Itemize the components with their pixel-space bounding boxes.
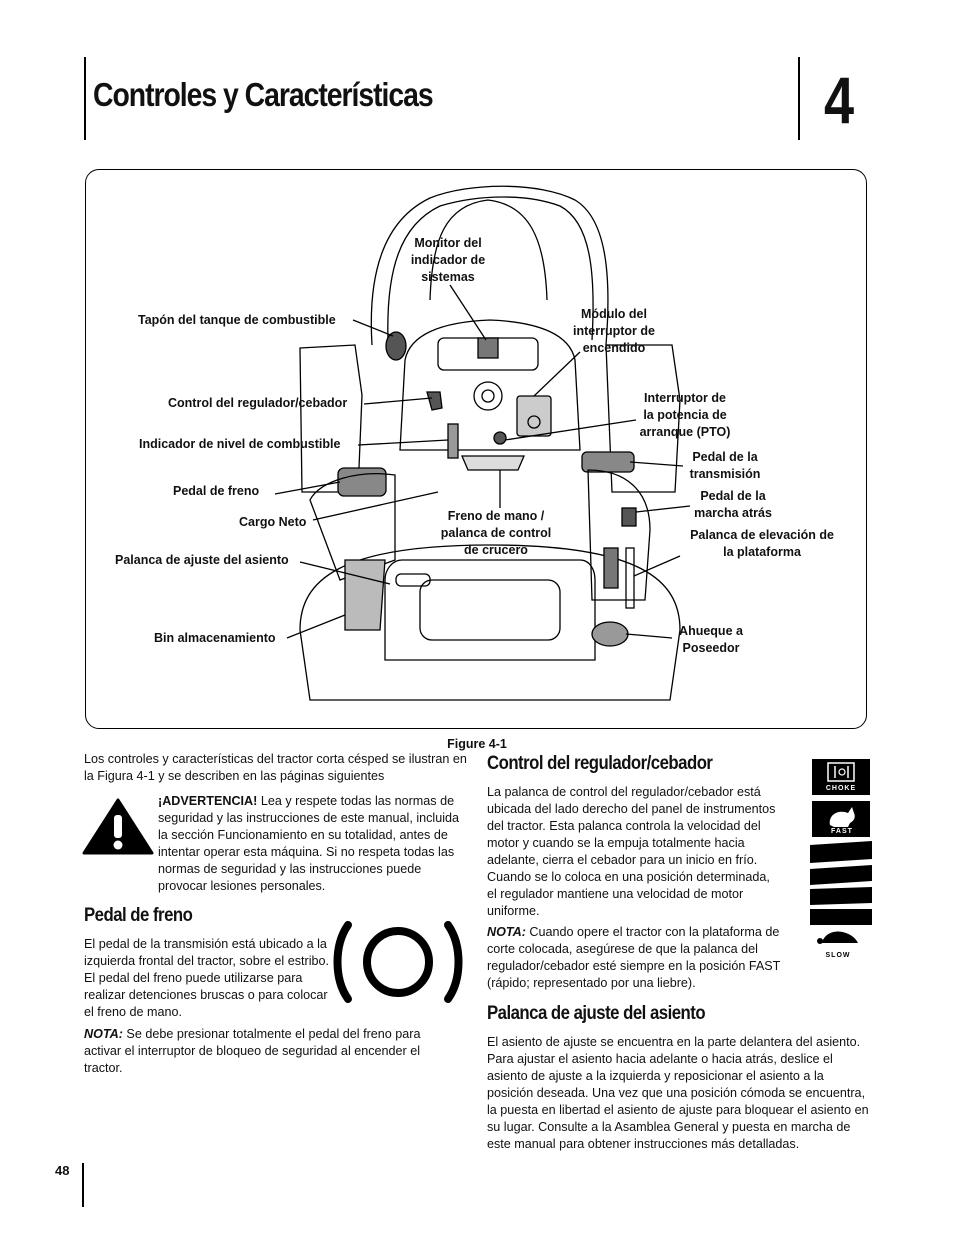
page-number: 48: [55, 1163, 70, 1178]
warning-body: Lea y respete todas las normas de seguridad y las instrucciones de este manual, incluida la sección Funcionamiento en su totalidad, antes de intentar operar esta máquina. Si no respeta todas las normas de seguridad y las instrucciones puede provocar lesiones personales.: [158, 794, 460, 893]
label-monitor: Monitor del indicador de sistemas: [410, 236, 486, 284]
warning-text: [158, 793, 470, 895]
label-reverse-pedal: Pedal de la marcha atrás: [694, 489, 772, 520]
label-cup-holder: Ahueque a Poseedor: [679, 624, 743, 655]
brake-text: El pedal de la transmisión está ubicado a la izquierda frontal del tractor, sobre el estribo. El pedal del freno puede utilizarse para realizar detenciones bruscas o para colocar el freno de mano.: [84, 937, 330, 1019]
intro-text: Los controles y características del tractor corta césped se ilustran en la Figura 4-1 y se describen en las páginas siguientes: [84, 752, 467, 783]
brake-pedal-icon: [332, 917, 466, 1007]
label-parking-brake: Freno de mano / palanca de control de crucero: [440, 509, 552, 557]
label-cargo: Cargo Neto: [239, 515, 307, 529]
label-drive-pedal: Pedal de la transmisión: [689, 450, 761, 481]
seat-heading: Palanca de ajuste del asiento: [487, 1002, 706, 1024]
label-fuel-cap: Tapón del tanque de combustible: [138, 313, 336, 327]
label-throttle: Control del regulador/cebador: [168, 396, 348, 410]
label-fuel-gauge: Indicador de nivel de combustible: [139, 437, 341, 451]
figure-caption: Figure 4-1: [447, 737, 507, 751]
label-brake-pedal: Pedal de freno: [173, 484, 260, 498]
label-ignition: Módulo del interruptor de encendido: [573, 307, 655, 355]
footer-rule: [82, 1163, 84, 1207]
page-title: Controles y Características: [93, 76, 433, 113]
label-deck-lift: Palanca de elevación de la plataforma: [690, 528, 834, 559]
brake-heading: Pedal de freno: [84, 904, 193, 926]
throttle-heading: Control del regulador/cebador: [487, 752, 713, 774]
label-pto: Interruptor de la potencia de arranque (PTO): [639, 391, 731, 439]
warning-icon: [82, 797, 154, 855]
warning-label: ¡ADVERTENCIA!: [158, 794, 258, 808]
label-storage: Bin almacenamiento: [154, 631, 276, 645]
throttle-note: [487, 924, 799, 992]
brake-note: [84, 1026, 456, 1077]
slow-label: SLOW: [825, 952, 851, 959]
chapter-number: 4: [824, 63, 855, 137]
choke-label: CHOKE: [825, 785, 857, 792]
seat-text: El asiento de ajuste se encuentra en la parte delantera del asiento. Para ajustar el asiento hacia adelante o hacia atrás, deslice el asiento de ajuste a la izquierda y reposicionar el asiento a la posición deseada. Una vez que una posición cómoda se encuentra, la puesta en libertad el asiento de ajuste para bloquear el asiento en su lugar. Consulte a la Asamblea General y puesta en marcha de este manual para obtener instrucciones más detalladas.: [487, 1035, 869, 1151]
brake-note-text: Se debe presionar totalmente el pedal del freno para activar el interruptor de bloqueo de seguridad al encender el tractor.: [84, 1027, 421, 1075]
throttle-choke-scale-icon: [808, 757, 874, 963]
brake-note-label: NOTA:: [84, 1027, 123, 1041]
throttle-note-text: Cuando opere el tractor con la plataforma de corte colocada, asegúrese de que la palanca del regulador/cebador esté siempre en la posición FAST (rápido; representado por una liebre).: [487, 925, 781, 990]
fast-label: FAST: [831, 828, 853, 835]
throttle-text: La palanca de control del regulador/cebador está ubicada del lado derecho del panel de instrumentos del tractor. Esta palanca controla la velocidad del motor y cuando se la empuja totalmente hacia adelante, cierra el cebador para un inicio en frío. Cuando se lo coloca en una posición determinada, el regulador mantiene una velocidad de motor uniforme.: [487, 785, 776, 918]
throttle-note-label: NOTA:: [487, 925, 526, 939]
label-seat-lever: Palanca de ajuste del asiento: [115, 553, 289, 567]
